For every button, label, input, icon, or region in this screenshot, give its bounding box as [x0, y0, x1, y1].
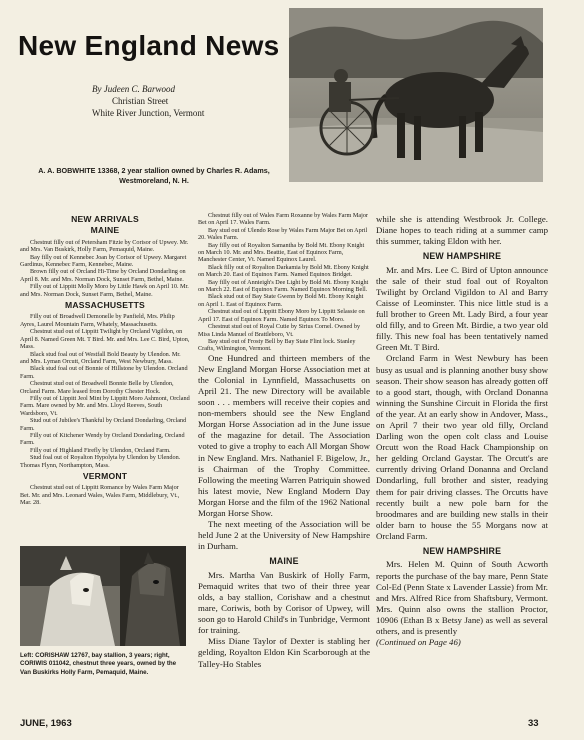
list-item: Bay stud out of Ulendo Rose by Wales Farm Major Bet on April 20. Wales Farm.	[198, 226, 368, 242]
top-photo-caption: A. A. BOBWHITE 13368, 2 year stallion owned by Charles R. Adams, Westmoreland, N. H.	[38, 166, 270, 185]
massachusetts-heading: MASSACHUSETTS	[65, 300, 145, 311]
diane-taylor-paragraph: Miss Diane Taylor of Dexter is stabling her gelding, Royalton Eldon Kin Scarborough at the Talley-Ho Stables	[198, 636, 370, 669]
list-item: Bay stud out of Frosty Bell by Bay State Flint lock. Stanley Crafts, Wilmington, Vermont.	[198, 337, 356, 353]
list-item: Filly out of Lippitt Jeol Mint by Lippitt Moro Ashmont, Orcland Farm. Mare owned by Mr. and Mrs. Lloyd Reeves, South Wardsboro, Vt.	[20, 394, 190, 417]
two-horses-photo-icon	[20, 546, 186, 646]
list-item: Chestnut filly out of Petersham Fitzie by Corisor of Upwey. Mr. and Mrs. Van Buskirk, Holly Farm, Pemaquid, Maine.	[20, 238, 189, 254]
list-item: Chestnut stud out of Royal Cutie by Sirius Cornel. Owned by Miss Linda Manuel of Brattleboro, Vt.	[198, 323, 361, 338]
list-item: Black filly out of Royalton Darkamia by Bold Mt. Ebony Knight on March 20. East of Equinox Farm. Named Equinox Bridget.	[198, 263, 369, 279]
new-hampshire-heading-2: NEW HAMPSHIRE	[422, 546, 502, 557]
list-item: Filly out of Broadwell Demonelle by Panfield, Mrs. Philip Ayres, Laurel Mountain Farm, Whately, Massachusetts.	[20, 313, 175, 328]
column-2	[198, 212, 370, 670]
list-item: Filly out of Highland Firefly by Ulendon, Orcland Farm.	[30, 446, 171, 454]
address-line-2: White River Junction, Vermont	[92, 108, 205, 118]
vermont-heading: VERMONT	[82, 471, 128, 481]
list-item: Black stud foal out of Westfall Bold Beauty by Ulendon. Mr. and Mrs. Lyman Orcutt, Orcland Farm, West Newbury, Mass.	[20, 350, 181, 365]
page-number: 33	[528, 718, 539, 729]
bird-paragraph: Mr. and Mrs. Lee C. Bird of Upton announce the sale of their stud foal out of Royalton Twilight by Orcland Vigildon to Al and Barry Caisse of Leominster. This nice little stud is a full brother to Green Mt. Lady Bird, a four year old filly, and to Green Mt. Birdie, a two year old filly. This new foal has been tentatively named Green Mt. T Bird.	[376, 264, 548, 353]
stallion-photo	[289, 8, 543, 182]
continued-paragraph: while she is attending Westbrook Jr. College. Diane hopes to teach riding at a summer camp this summer, taking Eldon with her.	[376, 214, 548, 247]
continued-link[interactable]: (Continued on Page 46)	[376, 637, 461, 648]
list-item: Bay filly out of Kennebec Joan by Corisor of Upwey. Margaret Gardinus, Kennebec Farm, Kennebec, Maine.	[20, 253, 187, 269]
maine-news-heading: MAINE	[269, 556, 299, 567]
list-item: Filly out of Lippitt Molly Moro by Little Hawk on April 10. Mr. and Mrs. Norman Dock, Sunset Farm, Bethel, Maine.	[20, 283, 189, 298]
byline	[92, 83, 292, 119]
list-item: Chestnut stud out of Lippitt Ebony Moro by Lippitt Selassie on April 17. East of Equinox Farm. Named Equinox To Moro.	[198, 308, 365, 323]
column-1	[20, 212, 190, 507]
list-item: Bay filly out of Royalton Samantha by Bold Mt. Ebony Knight on March 10. Mr. and Mrs. Beattie, East of Equinox Farm, Manchester Center, Vt. Named Equinox Laurel.	[198, 241, 365, 264]
list-item: Black stud foal out of Bonnie of Hillstone by Ulendon. Orcland Farm.	[20, 365, 188, 380]
page-title: New England News	[18, 30, 280, 61]
list-item: Black stud out of Bay State Gwenn by Bold Mt. Ebony Knight on April 1. East of Equinox Farm.	[198, 293, 364, 308]
list-item: Chestnut stud out of Lippitt Twilight by Orcland Vigildon, on April 8. Named Green Mt. T Bird. Mr. and Mrs. Lee C. Bird, Upton, Mass.	[20, 328, 190, 351]
list-item: Bay filly out of Annieigh's Dee Light by Bold Mt. Ebony Knight on March 22. East of Equinox Farm. Named Equinox Morning Bell.	[198, 278, 369, 294]
author-line: By Judeen C. Barwood	[92, 84, 175, 94]
two-horses-photo	[20, 546, 186, 646]
column-3	[376, 214, 548, 648]
holly-farm-paragraph: Mrs. Martha Van Buskirk of Holly Farm, Pemaquid writes that two of their three year olds, a bay stallion, Corishaw and a chestnut mare, Coriwis, both by Corisor of Upwey, will soon go to Harold Child's in Tunbridge, Vermont for training.	[198, 569, 370, 636]
address-line-1: Christian Street	[112, 96, 169, 106]
quinn-paragraph: Mrs. Helen M. Quinn of South Acworth reports the purchase of the bay mare, Penn State Col-Ed (Penn State x Lavender Lassie) from Mr. and Mrs. Alfred Rice from Shaftsbury, Vermont. Mrs. Quinn also owns the stallion Proctor, 10906 (Ethan B x Betsy Jane) as well as several others, and is presently	[376, 559, 548, 636]
horse-with-sulky-photo-icon	[289, 8, 543, 182]
orcland-paragraph: Orcland Farm in West Newbury has been busy as usual and is planning another busy show season. Their show season has already gotten off to a good start, though, with Orcland Donanna winning the Sunshine Circuit in Florida the first of the year. At an early show in Andover, Mass., on April 7 their two year old filly, Orcland Darling won the open colt class and Louise Orcutt won the Road Hack Championship on her gelding Orcland Gaystar. The Orcutt's are currently driving Orland Donanna and Orcland Dondarling, full brother and sister, readying them for pair driving classes. The Orcutts have recently built a new pole barn for the broodmares and are building new stalls in their older barn to house the 55 Morgans now at Orcland Farm.	[376, 353, 548, 541]
list-item: Stud out of Jubilee's Thankful by Orcland Dondarling, Orcland Farm.	[20, 417, 187, 432]
maine-heading: MAINE	[90, 225, 120, 236]
association-paragraph: One Hundred and thirteen members of the New England Morgan Horse Association met at the Colonial in Lynnfield, Massachusetts on April 21. The new Directory will be available soon . . . members will receive their copies and non-members should see the New England Morgan Horse Association ad in the June issue of the magazine for detail. The Association voted to give a trophy to each All Morgan Show in New England. Mrs. Nathaniel F. Bigelow, Jr., is Chairman of the Trophy Committee. Following the meeting Warren Patriquin showed his latest movie, New England Modern Day Morgan Horse and the film of the 1962 National Morgan Horse Show.	[198, 352, 370, 519]
list-item: Filly out of Kitchener Wendy by Orcland Dondarling, Orcland Farm.	[20, 431, 185, 447]
left-photo-caption: Left: CORISHAW 12767, bay stallion, 3 years; right, CORIWIS 011042, chestnut three years, owned by the Van Buskirks Holly Farm, Pemaquid, Maine.	[20, 652, 177, 676]
list-item: Chestnut filly out of Wales Farm Roxanne by Wales Farm Major Bet on April 17. Wales Farm.	[198, 212, 368, 227]
meeting-paragraph: The next meeting of the Association will be held June 2 at the University of New Hampshire in Durham.	[198, 519, 370, 552]
new-hampshire-heading: NEW HAMPSHIRE	[422, 251, 502, 262]
list-item: Chestnut stud out of Lippitt Romance by Wales Farm Major Bet. Mr. and Mrs. Leonard Wales, Wales Farm, Middlebury, Vt., Mar. 28.	[20, 484, 180, 507]
issue-date: JUNE, 1963	[20, 718, 72, 729]
list-item: Brown filly out of Orcland Hi-Time by Orcland Dondarling on April 8. Mr. and Mrs. Norman Dock, Sunset Farm, Bethel, Maine.	[20, 268, 186, 283]
new-arrivals-heading: NEW ARRIVALS	[71, 214, 139, 224]
list-item: Chestnut stud out of Broadwell Bonnie Belle by Ulendon, Orcland Farm. Mare leased from Dorothy Chester Hock.	[20, 380, 174, 395]
list-item: Stud foal out of Royalton Hypolyta by Ulendon by Ulendon. Thomas Flynn, Northampton, Mass.	[20, 454, 181, 469]
